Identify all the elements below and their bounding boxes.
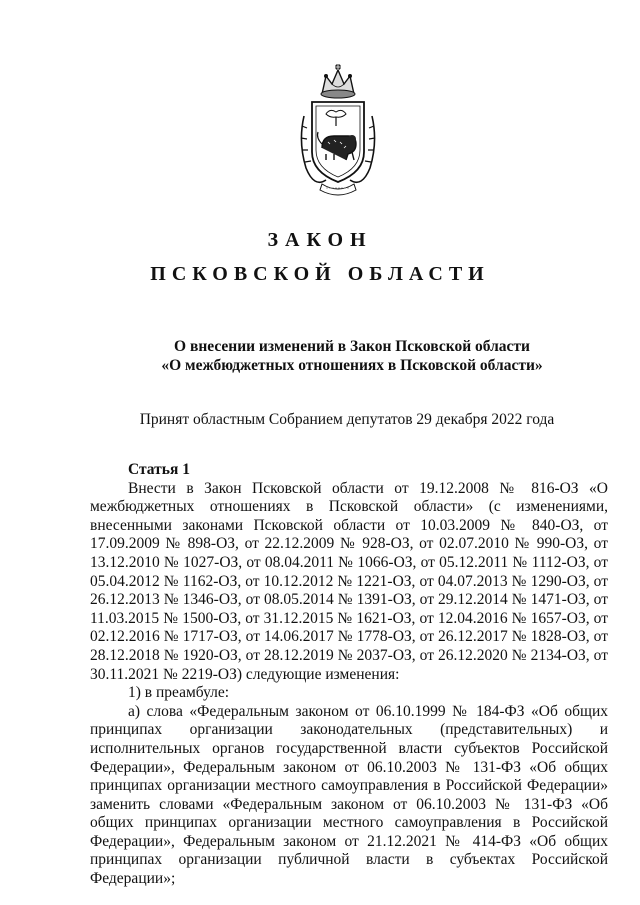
document-body <box>90 461 608 889</box>
law-subject-line-2: «О межбюджетных отношениях в Псковской области» <box>161 357 543 374</box>
coat-of-arms-icon <box>292 60 384 200</box>
law-subject-line-1: О внесении изменений в Закон Псковской области <box>174 338 530 355</box>
list-item-1a: а) слова «Федеральным законом от 06.10.1999 № 184-ФЗ «Об общих принципах организации законодательных (представительных) и исполнительных органов государственной власти субъектов Российской Федерации», Федеральным законом от 06.10.2003 № 131-ФЗ «Об общих принципах организации местного самоуправления в Российской Федерации» заменить словами «Федеральным законом от 06.10.2003 № 131-ФЗ «Об общих принципах организации местного самоуправления в Российской Федерации», Федеральным законом от 21.12.2021 № 414-ФЗ «Об общих принципах организации публичной власти в субъектах Российской Федерации»; <box>90 702 608 888</box>
article-heading: Статья 1 <box>128 461 190 478</box>
law-subject <box>0 337 640 375</box>
document-title: ЗАКОН <box>267 229 373 251</box>
adoption-line: Принят областным Собранием депутатов 29 декабря 2022 года <box>139 411 555 428</box>
article-paragraph: Внести в Закон Псковской области от 19.12.2008 № 816-ОЗ «О межбюджетных отношениях в Псковской области» (с изменениями, внесенными законами Псковской области от 10.03.2009 № 840-ОЗ, от 17.09.2009 № 898-ОЗ, от 22.12.2009 № 928-ОЗ, от 02.07.2010 № 990-ОЗ, от 13.12.2010 № 1027-ОЗ, от 08.04.2011 № 1066-ОЗ, от 05.12.2011 № 1112-ОЗ, от 05.04.2012 № 1162-ОЗ, от 10.12.2012 № 1221-ОЗ, от 04.07.2013 № 1290-ОЗ, от 26.12.2013 № 1346-ОЗ, от 08.05.2014 № 1391-ОЗ, от 29.12.2014 № 1471-ОЗ, от 11.03.2015 № 1500-ОЗ, от 31.12.2015 № 1621-ОЗ, от 12.04.2016 № 1657-ОЗ, от 02.12.2016 № 1717-ОЗ, от 14.06.2017 № 1778-ОЗ, от 26.12.2017 № 1828-ОЗ, от 28.12.2018 № 1920-ОЗ, от 28.12.2019 № 2037-ОЗ, от 26.12.2020 № 2134-ОЗ, от 30.11.2021 № 2219-ОЗ) следующие изменения: <box>90 479 608 683</box>
document-region-title: ПСКОВСКОЙ ОБЛАСТИ <box>150 263 490 285</box>
list-item-1: 1) в преамбуле: <box>128 684 230 702</box>
